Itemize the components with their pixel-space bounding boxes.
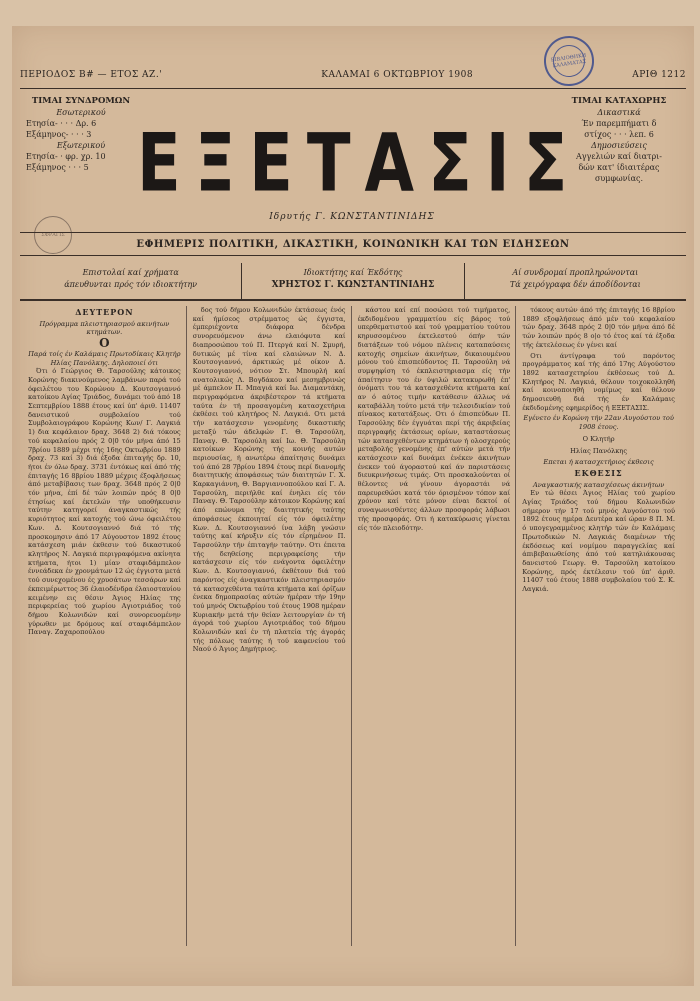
article-columns — [28, 306, 680, 946]
info-letters — [20, 263, 242, 299]
article-paragraph: Εν τώ θέσει Άγιος Ηλίας τού χωρίου Αγίας Τριάδος τού δήμου Κολωνιδών σήμερον τήν 17 τού μηνός Αυγούστου τού 1892 έτους ημέρα Δευτέρα καί ώραν 8 Π. Μ. ό υπογεγραμμένος κλητήρ τών έν Καλάμαις Πρωτοδικών Ν. Λαγκιάς διαμένων τής έκδόσεως καί νομίμου παραγγελίας καί άπιβεβαιωθείσης άπό τού κατηλιάκουσας δανειστού Γεωργ. Θ. Ταρσούλη κατοίκου Κορώνης, πρός έκτέλεσιν τού ύπ' άριθ. 11407 τού έτους 1888 συμβολαίου τού Σ. Κ. Λαγκιά. — [522, 489, 675, 594]
info-owner — [242, 263, 464, 299]
signature-date: Εγένετο έν Κορώνη τήν 22αν Αυγούστου τού 1908 έτους. — [523, 414, 674, 432]
article-paragraph: Ότι ό Γεώργιος Θ. Ταρσούλης κάτοικος Κορώνης διακινούμενος λαμβάνων παρά τού όφειλέτου του Κορώνου Δ. Κουτσογιαννό κατοίκου Αγίας Τριάδος, δυνάμει τού άπό 18 Σεπτεμβρίου 1888 έτους καί ύπ' άριθ. 11407 δανειστικού συμβολαίου τού Συμβολαιογράφου Κορώνης Κων/ Γ. Λαγκιά 1) δια κεφάλαιον δραχ. 3648 2) διά τόκους τού κεφαλαίου πρός 2 0|0 τόν μήνα άπό 15 7βρίου 1889 μέχρι τής 16ης Οκτωβρίου 1889 δραχ. 73 καί 3) διά έξοδα έπιταγής δρ. 10, ήτοι έν όλω δραχ. 3731 έντόκως καί άπό τής έπιταγής 16 8βρίου 1889 μέχρις έξοφλήσεως άπό μεταβίβασις των δραχ. 3648 πρός 2 0|0 τόν μήνα, έπί δέ τών λοιπών πρός 8 0|0 έτησίως καί έκτελών τήν υποθήκευσιν ταύτην κατηγορεί άναγκαστικώς τής κυριότητος καί κατοχής τού ώνω όφειλέτου Κων. Δ. Κουτσογιαννό διά τό τής προσκομησιν άπό 17 Αύγουστον 1892 έτους κατάσχεση μιάν έκθεσιν τού δικαστικού κλητήρος Ν. Λαγκιά περιγραφόμενα ακίνητα κτήματα, ήτοι 1) μίαν σταφιδάμπελον έννεάδεκα έν χρονμάτων 12 ώς έγγιστα μετά τού συνεχομένου ές χρυσάτων τεσσάρων καί έκπειμέρωττος 36 έλαιοδένδρα έλαιοσταυίου κειμένην εις θέσιν Άγιος Ηλίας της περιφερείας τού χωρίου Αγιοτριάδος τού δήμου Κολωνιδών καί συνορευομένην γύρωθεν με δρόμους καί σταφιδάμπελον Παναγ. Ζαχαροπούλου — [28, 367, 181, 637]
column-1 — [28, 306, 187, 946]
ad-heading: ΤΙΜΑΙ ΚΑΤΑΧΩΡΗΣ — [571, 96, 667, 106]
bailiff-lead: Παρά τοίς έν Καλάμαις Πρωτοδίκαις Κλητήρ Ηλίας Πανόλκης. Δηλοποιεί ότι — [28, 349, 181, 367]
owner-name: ΧΡΗΣΤΟΣ Γ. ΚΩΝΣΤΑΝΤΙΝΙΔΗΣ — [271, 280, 435, 290]
info-terms-line2: Τά χειρόγραφα δέν άποδίδονται — [509, 280, 641, 289]
info-owner-line1: Ιδιοκτήτης καί Έκδότης — [303, 268, 403, 277]
section-subheading: Αναγκαστικής κατασχέσεως άκινήτων — [533, 480, 665, 489]
public-line: Αγγελιών καί διατρι- — [575, 152, 663, 161]
period-label: ΠΕΡΙΟΔΟΣ Β# — ΕΤΟΣ ΑΖ.' — [20, 70, 163, 80]
info-letters-line2: άπευθυνται πρός τόν ιδιοκτήτην — [64, 280, 198, 289]
subscription-prices — [26, 96, 136, 173]
info-terms-line1: Αί συνδρομαί προπληρώνονται — [512, 268, 639, 277]
info-terms — [465, 263, 686, 299]
domestic-line: Εξάμηνος- · · · 3 — [26, 130, 92, 139]
judicial-label: Δικαστικά — [597, 108, 641, 117]
article-paragraph: κάστου καί επί ποσώσει τού τιμήματος, έκδιδομένου γραμματίου είς βάρος τού υπερθεματιστού καί τού γραμματίου τούτου κηρυσσομένου έκτελεστού όπήν τών διατάξεων τού νόμου πλένεις καταπαύσεις κατοχής σημείων άκινήτων, δικαιουμένου μόνου τού έπισπεύδοντος Π. Ταρσούλη νά συμψηφίση τό έκπλειστηριασμα είς τήν άπαίτησιν του έν ύψιλώ κατακυρωθή έπ' όνόματι του τά κατασχεθέντα κτήματα καί αν ό αύτος τιμήν κατάθεσιν άλλως νά καταβάλλη τούτο μετά τήν τελεσιδικίαν τού πίνακος κατατάξεως. Οτι ό έπισπεύδων Π. Ταρσούλης δέν έγγυάται περί τής άκριβείας περιγραφής έκτάσεως ορίων, καταστάσεως τών κατασχεθέντων κτημάτων ή ολοσχερούς μεταβολής γενομένης έπ' αύτών μετά τήν κατάσχεσιν καί δυνάμει ένέκεν άκινήτων ένεκεν τού άγοραστού καί άν παριστάσεις διευκρινήσεως τιμάς. Οτι προσκαλούνται οί θέλοντες νά γίνουν άγοραστάι νά παρευρεθώσι κατά τόν όρισμένον τόπον καί χρόνον καί τότε μόνον είναι δεκτοί οί συναγωνισθέντες άλλων προσφοράς λάβωσι τής προσφοράς. Οτι ή κατακύρωσις γίνεται είς τόν πλειοδότην. — [357, 306, 511, 532]
issue-date: ΚΑΛΑΜΑΙ 6 ΟΚΤΩΒΡΙΟΥ 1908 — [321, 70, 474, 80]
library-stamp-text: ΒΙΒΛΙΟΘΗΚΗ ΚΑΛΑΜΑΤΑΣ — [550, 52, 587, 70]
newspaper-subtitle: ΕΦΗΜΕΡΙΣ ΠΟΛΙΤΙΚΗ, ΔΙΚΑΣΤΙΚΗ, ΚΟΙΝΩΝΙΚΗ ΚΑΙ ΤΩΝ ΕΙΔΗΣΕΩΝ — [136, 238, 570, 250]
signature-name: Ηλίας Πανόλκης — [570, 446, 628, 455]
founder-line: Ιδρυτής Γ. ΚΩΝΣΤΑΝΤΙΝΙΔΗΣ — [269, 212, 435, 222]
info-letters-line1: Επιστολαί καί χρήματα — [82, 268, 179, 277]
issue-number: ΑΡΙΘ 1212 — [632, 70, 686, 80]
decorative-initial: Ο — [99, 336, 110, 351]
column-heading: ΔΕΥΤΕΡΟΝ — [75, 307, 134, 317]
domestic-line: Ετησία- · · · Δρ. 6 — [26, 119, 97, 128]
article-paragraph: τόκους αυτών άπό τής έπιταγής 16 8βρίου 1889 εξοφλήσεως άπό μέν τού κεφαλαίου τών δραχ. 3648 πρός 2 0|0 τόν μήνα άπό δέ τών λοιπών πρός 8 ο|ο τό έτος καί τά έξοδα τής έκτελέσεως έν γένει καί — [522, 306, 675, 349]
section-heading: ΕΚΘΕΣΙΣ — [574, 467, 623, 478]
newspaper-title: ΕΞΕΤΑΣΙΣ — [137, 118, 582, 211]
subtitle-band — [20, 232, 686, 256]
ad-prices — [564, 96, 674, 184]
column-2 — [193, 306, 352, 946]
foreign-line: Εξάμηνος · · · 5 — [26, 163, 89, 172]
foreign-line: Ετησία- · φρ. χρ. 10 — [26, 152, 106, 161]
program-intro: Πρόγραμμα πλειστηριασμού ακινήτων κτημάτων. — [39, 319, 170, 337]
info-row — [20, 263, 686, 301]
newspaper-page — [12, 26, 694, 986]
public-line: δών κατ' ίδιαιτέρας — [578, 163, 660, 172]
masthead-rule — [20, 88, 686, 89]
subscription-heading: ΤΙΜΑΙ ΣΥΝΔΡΟΜΩΝ — [31, 96, 131, 106]
article-paragraph: δος τού δήμου Κολωνιδών έκτάσεως ένός καί ήμίσεος στρέμματος ώς έγγιστα, έμπεριέχοντα διάφορα δένδρα συνορευόμενον άνω ελαιόφυτα καί διαπροσώπου τού Π. Πτεργά καί Ν. Σμυρή, δυτικώς μέ τίνα καί ελαιώνων Ν. Δ. Κουτσογιαννό, άρκτικώς μέ οίκον Δ. Κουτσογιαννό, νότιον Στ. Μπουρλή καί ανατολικώς Λ. Βογδάκου καί μεσημβρινώς μέ άμπελον Π. Μπαγιά καί Ιω. Διαμαντάκη, περιγραφόμενα άκριβέστερον τά κτήματα ταύτα έν τή προσαγομένη κατασχετήρια έκθέσει τού κλητήρος Ν. Λαγκιά. Οτι μετά τήν κατάσχεσιν γενομένης δικαστικής μεταξύ τών άδελφών Γ. Θ. Ταρσούλη, Παναγ. Θ. Ταρσούλη καί Ιω. Θ. Ταρσούλη κατοίκων Κορώνης τής κοινής αυτών περιουσίας, ή ανωτέρω άπαίτησις δυνάμει τού άπό 28 7βρίου 1894 έτους περί διανομής διαιτητικής άποφάσεως τών διαιτητών Γ. Χ. Καρκαγιάννη, Θ. Βαργιαννοπούλου καί Γ. Α. Ταρσούλη, περιήλθε καί ένηλει είς τόν Παναγ. Θ. Ταρσούλην κάτοικον Κορώνης καί άπό επώνυμα τής διαιτητικής ταύτης άποφάσεως έκποιηταί είς τόν όφειλέτην Κων. Δ. Κουτσογιαννό ίνα λάβη γνώσιν ταύτης καί κήρυξιν είς τόν εΐρημένον Π. Ταρσούλην τήν έπιταγήν ταύτην. Οτι έπειτα τής δεηθείσης περιγραφείσης τήν κατάσχεσιν είς τόν ενάγοντα όφειλέτην Κων. Δ. Κουτσογιαννό, έκθέτουν διά τού παρόντος είς άναγκαστικόν πλειστηριασμόν τά κατασχεθέντα ταύτα κτήματα καί όρίζων ένεκα δημοπρασίας αύτών ήμέραν τήν 19ην τού μηνός Οκτωβρίου τού έτους 1908 ημέραν Κυριακήν μετά τήν θείαν λειτουργίαν έν τή άγορά τού χωρίου Αγιοτριάδος τού δήμου Κολωνιδών καί έν τή πλατεία τής άγοράς τής πόλεως ταύτης ή τού καφενείου τού Ναού ό Άγιος Δημήτριος. — [192, 306, 346, 654]
public-label: Δημοσιεύσεις — [591, 141, 647, 150]
round-seal-text: ΣΦΡΑΓΙΣ — [41, 232, 65, 238]
judicial-line: στίχος · · · λεπ. 6 — [584, 130, 654, 139]
foreign-label: Εξωτερικού — [56, 141, 106, 150]
signature-title: Ο Κλητήρ — [582, 434, 615, 443]
masthead-topline — [20, 66, 686, 84]
article-paragraph: Οτι άντίγραφα τού παρόντος προγράμματος καί τής άπό 17ης Αύγούστου 1892 κατασχετηρίου έκθέσεως τού Δ. Κλητήρος Ν. Λαγκιά, θέλουν τοιχοκολληθή καί κοινοποιηθή νομίμως καί θέλουν δημοσιευθή διά τής έν Καλάμαις έκδιδομένης εφημερίδος ή ΕΞΕΤΑΣΙΣ. — [522, 351, 675, 412]
domestic-label: Εσωτερικού — [56, 108, 106, 117]
column-4 — [522, 306, 680, 946]
public-line: συμφωνίας. — [594, 174, 644, 183]
judicial-line: Έν παρεμπήματι δ — [581, 119, 657, 128]
follow-note: Επεται ή κατασχετήριος έκθεσις — [543, 458, 654, 467]
column-3 — [358, 306, 517, 946]
